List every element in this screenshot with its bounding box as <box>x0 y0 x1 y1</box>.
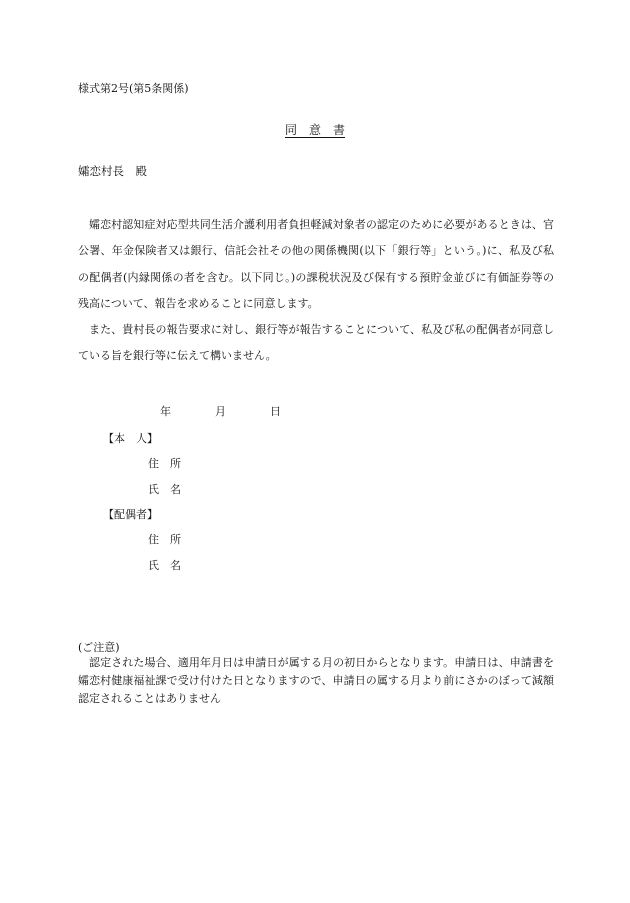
date-month-label: 月 <box>215 405 226 418</box>
date-day-label: 日 <box>270 405 281 418</box>
spouse-address-label: 住 所 <box>148 533 181 546</box>
spouse-heading: 【配偶者】 <box>103 508 158 521</box>
note-text: 認定された場合、適用年月日は申請日が属する月の初日からとなります。申請日は、申請書を孀恋村健康福祉課で受け付けた日となりますので、申請日の属する月より前にさかのぼって減額認定されることはありません <box>78 656 554 705</box>
date-line <box>160 403 281 419</box>
consent-paragraph-1: 孀恋村認知症対応型共同生活介護利用者負担軽減対象者の認定のために必要があるときは、官公署、年金保険者又は銀行、信託会社その他の関係機関(以下「銀行等」という。)に、私及び私の配偶者(内縁関係の者を含む。以下同じ。)の課税状況及び保有する預貯金並びに有価証券等の残高について、報告を求めることに同意します。 <box>78 218 554 310</box>
date-year-label: 年 <box>160 405 171 418</box>
consent-body <box>78 212 554 370</box>
applicant-heading: 【本 人】 <box>103 432 158 445</box>
document-title <box>0 121 630 138</box>
addressee: 孀恋村長 殿 <box>78 164 147 178</box>
applicant-name-label: 氏 名 <box>148 483 181 496</box>
note-heading: (ご注意) <box>78 641 120 654</box>
form-number: 様式第2号(第5条関係) <box>78 82 189 95</box>
document-title-text: 同 意 書 <box>284 123 345 137</box>
spouse-name-label: 氏 名 <box>148 559 181 572</box>
consent-paragraph-2: また、貴村長の報告要求に対し、銀行等が報告することについて、私及び私の配偶者が同意している旨を銀行等に伝えて構いません。 <box>78 323 554 363</box>
applicant-address-label: 住 所 <box>148 457 181 470</box>
